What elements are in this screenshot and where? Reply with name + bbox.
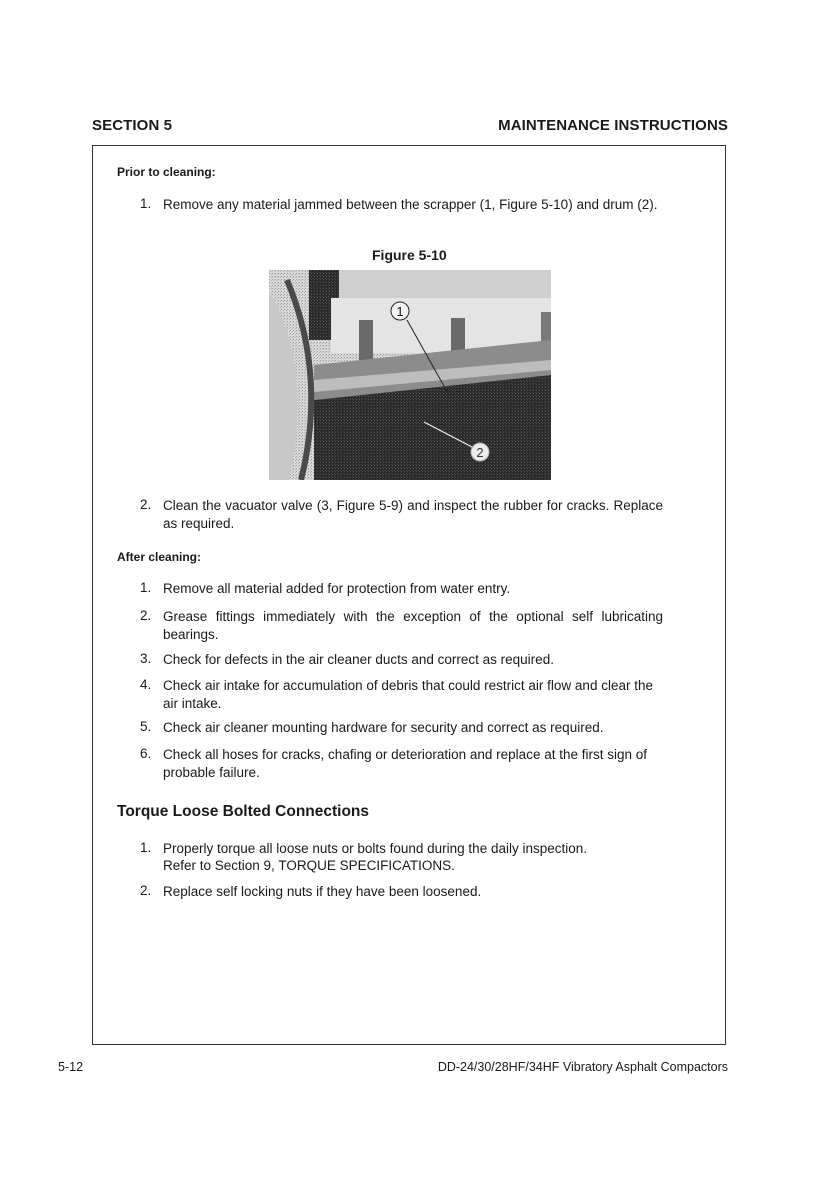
after-item-2-number: 2.: [140, 608, 152, 623]
torque-item-1-line1: Properly torque all loose nuts or bolts found during the daily inspection.: [163, 841, 588, 856]
prior-item-2-number: 2.: [140, 497, 152, 512]
callout-2: 2: [476, 445, 484, 460]
prior-item-1-text: Remove any material jammed between the scrapper (1, Figure 5-10) and drum (2).: [163, 197, 658, 212]
torque-item-1-line2: Refer to Section 9, TORQUE SPECIFICATIONS.: [163, 858, 455, 873]
after-item-5-text: Check air cleaner mounting hardware for security and correct as required.: [163, 720, 604, 735]
page-header-title: MAINTENANCE INSTRUCTIONS: [498, 117, 728, 134]
prior-item-2-text: Clean the vacuator valve (3, Figure 5-9) and inspect the rubber for cracks. Replace as required.: [163, 498, 663, 531]
after-item-3-text: Check for defects in the air cleaner ducts and correct as required.: [163, 652, 554, 667]
after-item-4-text: Check air intake for accumulation of debris that could restrict air flow and clear the air intake.: [163, 678, 653, 711]
after-item-2-text: Grease fittings immediately with the exception of the optional self lubricating bearings.: [163, 609, 663, 642]
after-item-1-number: 1.: [140, 580, 152, 595]
figure-label: Figure 5-10: [372, 247, 447, 263]
torque-item-2-number: 2.: [140, 883, 152, 898]
prior-item-1-number: 1.: [140, 196, 152, 211]
after-item-5-number: 5.: [140, 719, 152, 734]
after-item-4-number: 4.: [140, 677, 152, 692]
after-item-6-text: Check all hoses for cracks, chafing or deterioration and replace at the first sign of probable failure.: [163, 747, 647, 780]
after-item-3-number: 3.: [140, 651, 152, 666]
callout-1: 1: [396, 304, 404, 319]
section-label: SECTION 5: [92, 117, 173, 134]
after-item-1-text: Remove all material added for protection from water entry.: [163, 581, 511, 596]
after-item-6-number: 6.: [140, 746, 152, 761]
torque-heading: Torque Loose Bolted Connections: [117, 803, 370, 820]
torque-item-2-text: Replace self locking nuts if they have been loosened.: [163, 884, 482, 899]
product-name: DD-24/30/28HF/34HF Vibratory Asphalt Compactors: [437, 1060, 728, 1074]
page-number: 5-12: [58, 1060, 84, 1074]
torque-item-1-number: 1.: [140, 840, 152, 855]
figure-5-10-photo: [269, 270, 551, 480]
prior-cleaning-heading: Prior to cleaning:: [117, 165, 216, 179]
after-cleaning-heading: After cleaning:: [117, 550, 202, 564]
